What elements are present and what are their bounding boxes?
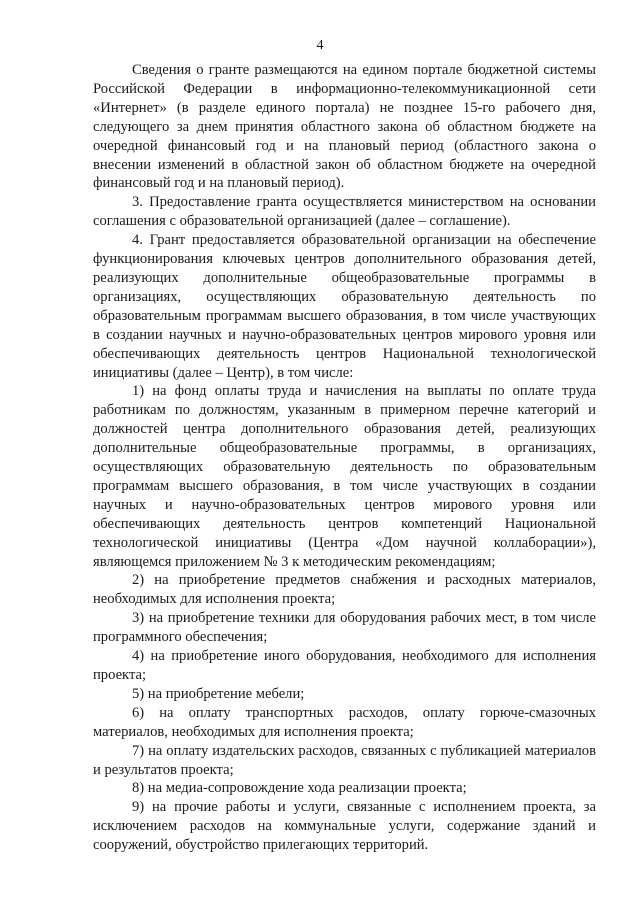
paragraph-subitem-8: 8) на медиа-сопровождение хода реализации проекта; [132, 780, 467, 797]
paragraph-item-4: 4. Грант предоставляется образовательной организации на обеспечение функционирования ключевых центров дополнительного образования детей, реализующих дополнительные общеобразовательные программы в организациях, осуществляющих образовательную деятельность по образовательным программам высшего образования, в том числе участвующих в создании научных и научно-образовательных центров мирового уровня или обеспечивающих деятельность центров Национальной технологической инициативы (далее – Центр), в том числе: [93, 232, 596, 381]
paragraph-subitem-4: 4) на приобретение иного оборудования, необходимого для исполнения проекта; [93, 648, 596, 683]
paragraph-grant-info-publication: Сведения о гранте размещаются на едином портале бюджетной системы Российской Федерации в информационно-телекоммуникационной сети «Интернет» (в разделе единого портала) не позднее 15-го рабочего дня, следующего за днем принятия областного закона об областном бюджете на очередной финансовый год и на плановый период (областного закона о внесении изменений в областной закон об областном бюджете на очередной финансовый год и на плановый период). [93, 62, 596, 192]
paragraph-subitem-1: 1) на фонд оплаты труда и начисления на выплаты по оплате труда работникам по должностям, указанным в примерном перечне категорий и должностей центра дополнительного образования детей, реализующих дополнительные общеобразовательные программы, в организациях, осуществляющих образовательную деятельность по образовательным программам высшего образования, в том числе участвующих в создании научных и научно-образовательных центров мирового уровня или обеспечивающих деятельность центров компетенций Национальной технологической инициативы (Центра «Дом научной коллаборации»), являющемся приложением № 3 к методическим рекомендациям; [93, 383, 596, 570]
paragraph-subitem-5: 5) на приобретение мебели; [132, 685, 305, 702]
page-number: 4 [316, 38, 324, 53]
paragraph-subitem-7: 7) на оплату издательских расходов, связанных с публикацией материалов и результатов проекта; [93, 742, 596, 778]
paragraph-subitem-6: 6) на оплату транспортных расходов, оплату горюче-смазочных материалов, необходимых для исполнения проекта; [93, 704, 596, 740]
paragraph-subitem-2: 2) на приобретение предметов снабжения и расходных материалов, необходимых для исполнения проекта; [93, 572, 596, 608]
paragraph-subitem-9: 9) на прочие работы и услуги, связанные с исполнением проекта, за исключением расходов на коммунальные услуги, содержание зданий и сооружений, обустройство прилегающих территорий. [93, 799, 596, 854]
paragraph-subitem-3: 3) на приобретение техники для оборудования рабочих мест, в том числе программного обеспечения; [93, 610, 596, 646]
document-body [93, 61, 596, 855]
paragraph-item-3: 3. Предоставление гранта осуществляется министерством на основании соглашения с образовательной организацией (далее – соглашение). [93, 194, 596, 230]
